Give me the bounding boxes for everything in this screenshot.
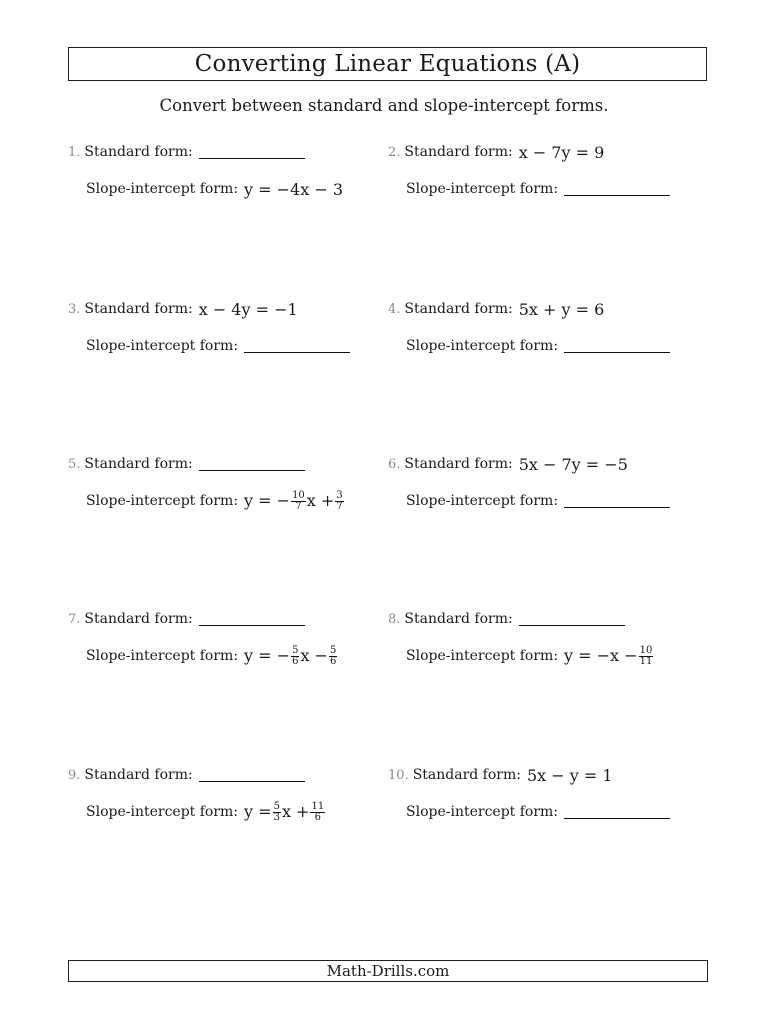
slope-intercept-label: Slope-intercept form:: [86, 338, 239, 354]
problem-number: 6.: [388, 456, 401, 472]
slope-intercept-equation: y = − $\frac{10}{7}$ x + $\frac{3}{7}$: [244, 489, 343, 512]
standard-form-answer-blank[interactable]: [519, 613, 625, 626]
standard-form-answer-blank[interactable]: [199, 146, 305, 159]
standard-form-label: Standard form:: [84, 611, 193, 627]
slope-intercept-label: Slope-intercept form:: [86, 648, 239, 664]
slope-intercept-equation: y = − $\frac{5}{6}$ x − $\frac{5}{6}$: [244, 644, 337, 667]
standard-form-label: Standard form:: [84, 301, 193, 317]
slope-intercept-label: Slope-intercept form:: [406, 493, 559, 509]
standard-form-answer-blank[interactable]: [199, 769, 305, 782]
slope-intercept-equation-fraction-1: $\frac{10}{7}$: [292, 489, 305, 512]
standard-form-answer-blank[interactable]: [199, 613, 305, 626]
slope-intercept-equation-fraction-1: $\frac{5}{6}$: [292, 644, 299, 667]
slope-intercept-equation-fraction-2: $\frac{5}{6}$: [329, 644, 337, 667]
problem-number: 9.: [68, 767, 81, 783]
slope-intercept-answer-blank[interactable]: [244, 340, 350, 353]
slope-intercept-label: Slope-intercept form:: [406, 804, 559, 820]
slope-intercept-equation: y = −x − $\frac{10}{11}$: [564, 644, 653, 667]
footer: Math-Drills.com: [68, 960, 708, 982]
slope-intercept-label: Slope-intercept form:: [86, 181, 239, 197]
slope-intercept-label: Slope-intercept form:: [86, 804, 239, 820]
problem-number: 2.: [388, 144, 401, 160]
problem-number: 10.: [388, 767, 409, 783]
slope-intercept-equation-fraction-2: $\frac{3}{7}$: [336, 489, 343, 512]
standard-form-label: Standard form:: [404, 456, 513, 472]
slope-intercept-answer-blank[interactable]: [564, 495, 670, 508]
slope-intercept-equation: y = −4x − 3: [244, 179, 344, 199]
slope-intercept-answer-blank[interactable]: [564, 806, 670, 819]
problem-number: 5.: [68, 456, 81, 472]
standard-form-equation: 5x − y = 1: [526, 765, 613, 785]
slope-intercept-equation-fraction-1: $\frac{5}{3}$: [273, 800, 280, 823]
standard-form-answer-blank[interactable]: [199, 458, 305, 471]
worksheet-title: Converting Linear Equations (A): [68, 47, 707, 81]
slope-intercept-label: Slope-intercept form:: [86, 493, 239, 509]
slope-intercept-equation-fraction-2: $\frac{11}{6}$: [311, 800, 325, 823]
standard-form-label: Standard form:: [84, 456, 193, 472]
slope-intercept-label: Slope-intercept form:: [406, 181, 559, 197]
slope-intercept-equation-fraction-1: $\frac{10}{11}$: [639, 644, 653, 667]
standard-form-label: Standard form:: [404, 144, 513, 160]
standard-form-equation: 5x − 7y = −5: [518, 454, 628, 474]
problem-number: 7.: [68, 611, 81, 627]
problem-number: 4.: [388, 301, 401, 317]
slope-intercept-label: Slope-intercept form:: [406, 338, 559, 354]
slope-intercept-label: Slope-intercept form:: [406, 648, 559, 664]
problem-number: 8.: [388, 611, 401, 627]
slope-intercept-equation: y = $\frac{5}{3}$ x + $\frac{11}{6}$: [244, 800, 325, 823]
problem-number: 3.: [68, 301, 81, 317]
problem-number: 1.: [68, 144, 81, 160]
standard-form-label: Standard form:: [84, 144, 193, 160]
standard-form-label: Standard form:: [412, 767, 521, 783]
standard-form-label: Standard form:: [84, 767, 193, 783]
slope-intercept-answer-blank[interactable]: [564, 183, 670, 196]
slope-intercept-answer-blank[interactable]: [564, 340, 670, 353]
standard-form-label: Standard form:: [404, 611, 513, 627]
standard-form-equation: 5x + y = 6: [518, 299, 605, 319]
standard-form-label: Standard form:: [404, 301, 513, 317]
standard-form-equation: x − 4y = −1: [198, 299, 298, 319]
instructions: Convert between standard and slope-intercept forms.: [159, 96, 609, 115]
standard-form-equation: x − 7y = 9: [518, 142, 605, 162]
